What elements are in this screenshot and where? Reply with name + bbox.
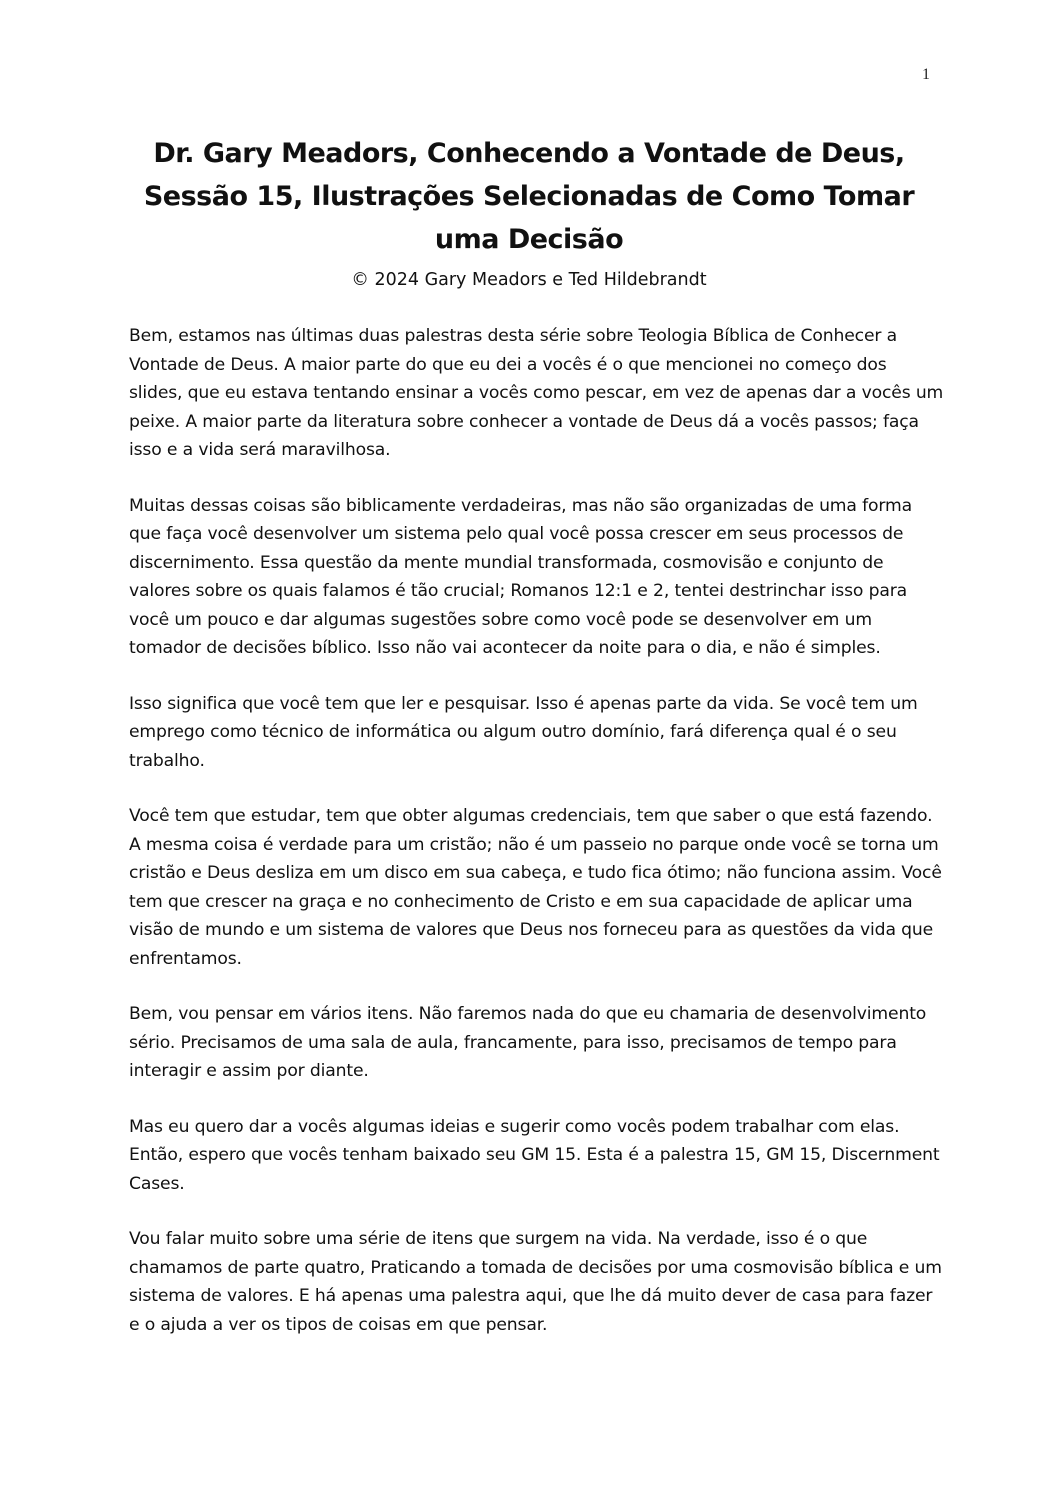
document-body: [129, 322, 944, 1366]
paragraph: Vou falar muito sobre uma série de itens que surgem na vida. Na verdade, isso é o que chamamos de parte quatro, Praticando a tomada de decisões por uma cosmovisão bíblica e um sistema de valores. E há apenas uma palestra aqui, que lhe dá muito dever de casa para fazer e o ajuda a ver os tipos de coisas em que pensar.: [129, 1229, 942, 1335]
paragraph: Mas eu quero dar a vocês algumas ideias e sugerir como vocês podem trabalhar com elas. Então, espero que vocês tenham baixado seu GM 15. Esta é a palestra 15, GM 15, Discernment Cases.: [129, 1116, 940, 1194]
copyright-line: © 2024 Gary Meadors e Ted Hildebrandt: [351, 270, 707, 290]
paragraph: Bem, estamos nas últimas duas palestras desta série sobre Teologia Bíblica de Conhecer a Vontade de Deus. A maior parte do que eu dei a vocês é o que mencionei no começo dos slides, que eu estava tentando ensinar a vocês como pescar, em vez de apenas dar a vocês um peixe. A maior parte da literatura sobre conhecer a vontade de Deus dá a vocês passos; faça isso e a vida será maravilhosa.: [129, 326, 944, 460]
page-number: 1: [922, 66, 930, 83]
paragraph: Muitas dessas coisas são biblicamente verdadeiras, mas não são organizadas de uma forma que faça você desenvolver um sistema pelo qual você possa crescer em seus processos de discernimento. Essa questão da mente mundial transformada, cosmovisão e conjunto de valores sobre os quais falamos é tão crucial; Romanos 12:1 e 2, tentei destrinchar isso para você um pouco e dar algumas sugestões sobre como você pode se desenvolver em um tomador de decisões bíblico. Isso não vai acontecer da noite para o dia, e não é simples.: [129, 495, 912, 658]
document-title: Dr. Gary Meadors, Conhecendo a Vontade de Deus, Sessão 15, Ilustrações Selecionadas de Como Tomar uma Decisão: [143, 138, 915, 255]
paragraph: Você tem que estudar, tem que obter algumas credenciais, tem que saber o que está fazendo. A mesma coisa é verdade para um cristão; não é um passeio no parque onde você se torna um cristão e Deus desliza em um disco em sua cabeça, e tudo fica ótimo; não funciona assim. Você tem que crescer na graça e no conhecimento de Cristo e em sua capacidade de aplicar uma visão de mundo e um sistema de valores que Deus nos forneceu para as questões da vida que enfrentamos.: [129, 806, 942, 969]
paragraph: Bem, vou pensar em vários itens. Não faremos nada do que eu chamaria de desenvolvimento sério. Precisamos de uma sala de aula, francamente, para isso, precisamos de tempo para interagir e assim por diante.: [129, 1004, 927, 1081]
paragraph: Isso significa que você tem que ler e pesquisar. Isso é apenas parte da vida. Se você tem um emprego como técnico de informática ou algum outro domínio, fará diferença qual é o seu trabalho.: [129, 693, 918, 771]
